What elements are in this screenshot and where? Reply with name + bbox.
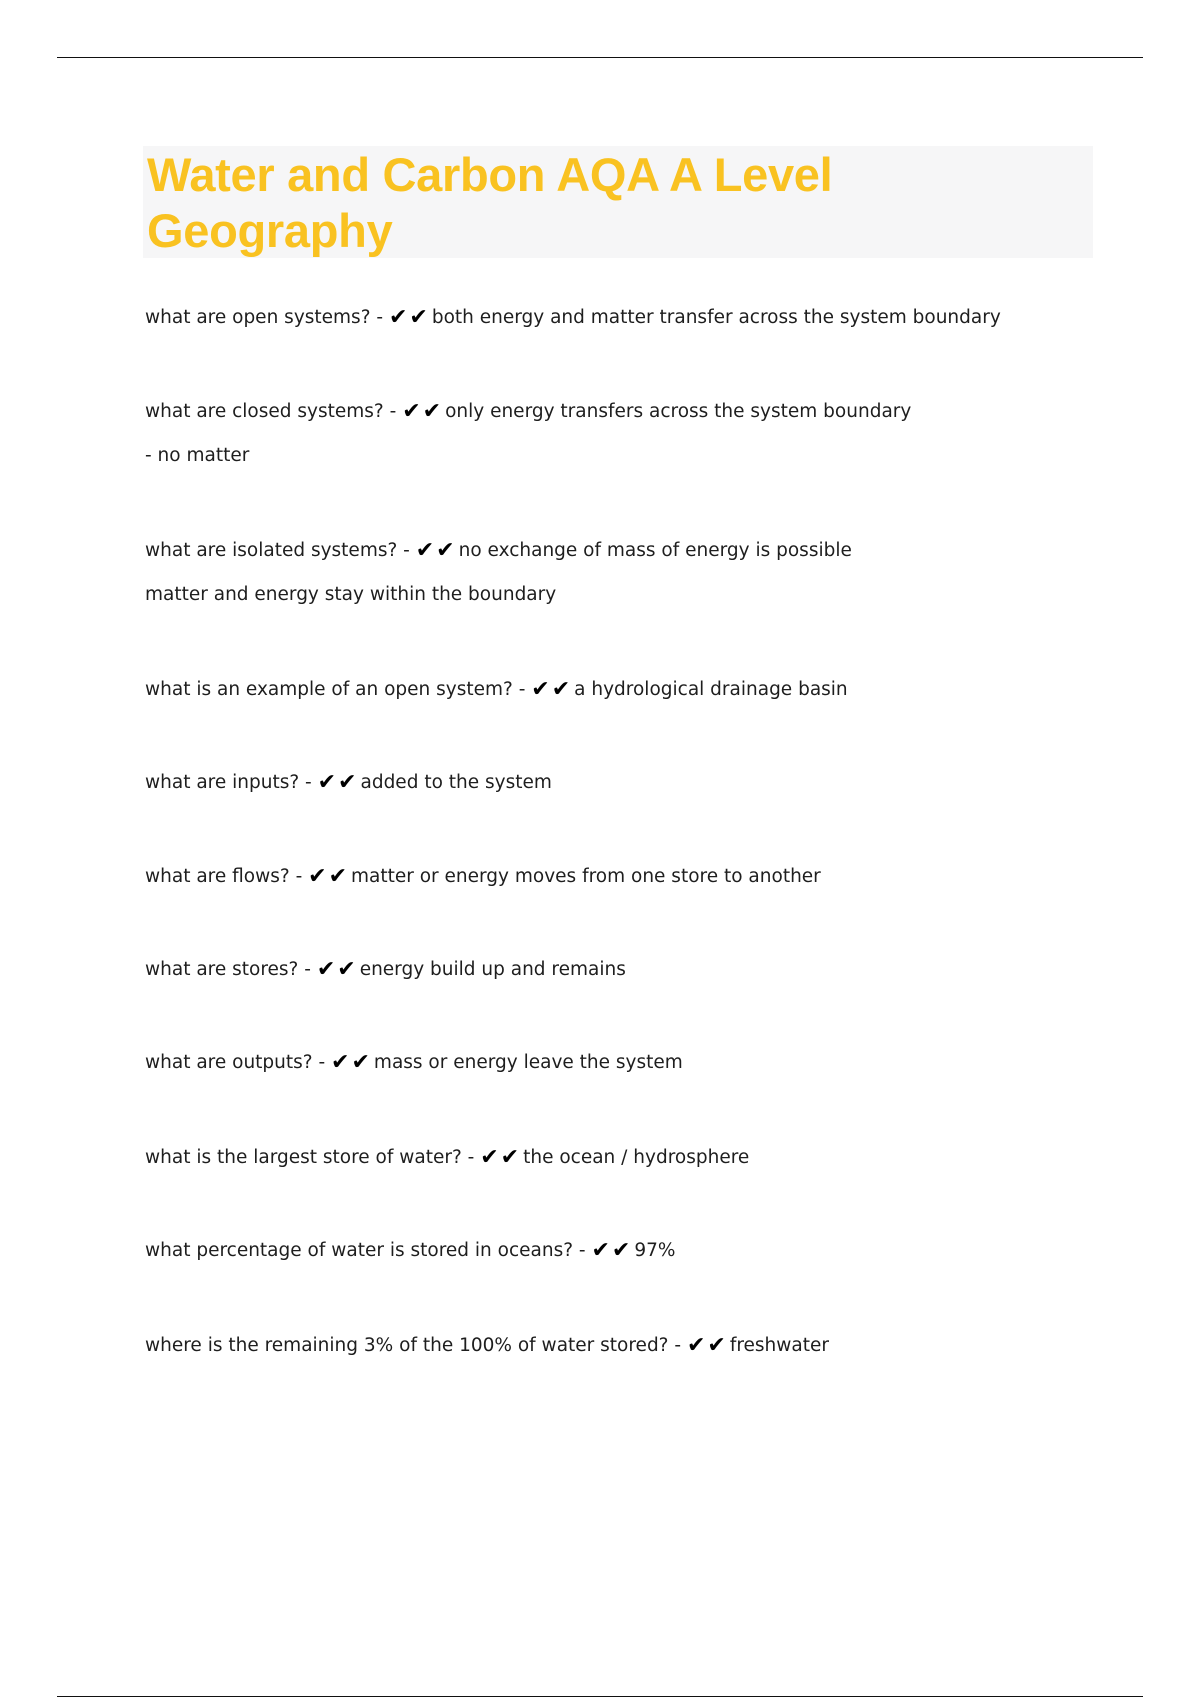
question-text: what are inputs? - [145,772,318,793]
check-icon: ✔ [331,1050,350,1075]
check-icon: ✔ [337,957,356,982]
check-icon: ✔ [500,1145,520,1170]
answer-text: mass or energy leave the system [373,1052,683,1073]
answer-text: energy build up and remains [359,959,626,980]
answer-text: a hydrological drainage basin [574,679,848,700]
qa-item [145,959,626,981]
question-text: what are closed systems? - [145,401,403,422]
check-icon: ✔ [316,957,336,982]
title-block [143,146,1093,258]
answer-text: no exchange of mass of energy is possible [458,540,852,561]
qa-item [145,1335,829,1357]
question-text: what are isolated systems? - [145,540,416,561]
answer-continuation: - no matter [145,445,250,466]
check-icon: ✔ [686,1333,706,1358]
qa-item [145,1240,675,1262]
check-icon: ✔ [328,864,347,889]
question-text: where is the remaining 3% of the 100% of water stored? - [145,1335,687,1356]
check-icon: ✔ [317,770,337,795]
qa-item [145,1147,749,1169]
qa-item [145,307,1001,329]
question-text: what are stores? - [145,959,317,980]
check-icon: ✔ [402,399,421,424]
answer-continuation: matter and energy stay within the boundary [145,584,557,605]
answer-text: only energy transfers across the system boundary [445,401,912,422]
answer-text: added to the system [360,772,552,793]
check-icon: ✔ [308,864,327,889]
qa-item [145,772,552,794]
answer-text: matter or energy moves from one store to another [351,866,821,887]
question-text: what are open systems? - [145,307,389,328]
question-text: what are outputs? - [145,1052,332,1073]
bottom-rule [57,1696,1143,1697]
question-text: what are flows? - [145,866,309,887]
qa-item [145,679,848,701]
check-icon: ✔ [388,305,408,330]
qa-item [145,540,852,606]
question-text: what is the largest store of water? - [145,1147,481,1168]
qa-item [145,866,821,888]
check-icon: ✔ [531,677,550,702]
check-icon: ✔ [611,1238,631,1263]
question-text: what is an example of an open system? - [145,679,532,700]
answer-text: 97% [634,1240,676,1261]
check-icon: ✔ [436,538,455,563]
check-icon: ✔ [338,770,357,795]
top-rule [57,57,1143,58]
answer-text: freshwater [729,1335,829,1356]
page-title: Water and Carbon AQA A Level Geography [147,148,833,257]
check-icon: ✔ [409,305,428,330]
qa-item [145,401,911,467]
answer-text: both energy and matter transfer across the system boundary [431,307,1001,328]
check-icon: ✔ [551,677,571,702]
check-icon: ✔ [422,399,442,424]
question-text: what percentage of water is stored in oceans? - [145,1240,592,1261]
check-icon: ✔ [480,1145,499,1170]
check-icon: ✔ [707,1333,726,1358]
answer-text: the ocean / hydrosphere [523,1147,750,1168]
qa-item [145,1052,683,1074]
check-icon: ✔ [351,1050,370,1075]
check-icon: ✔ [591,1238,610,1263]
check-icon: ✔ [415,538,435,563]
